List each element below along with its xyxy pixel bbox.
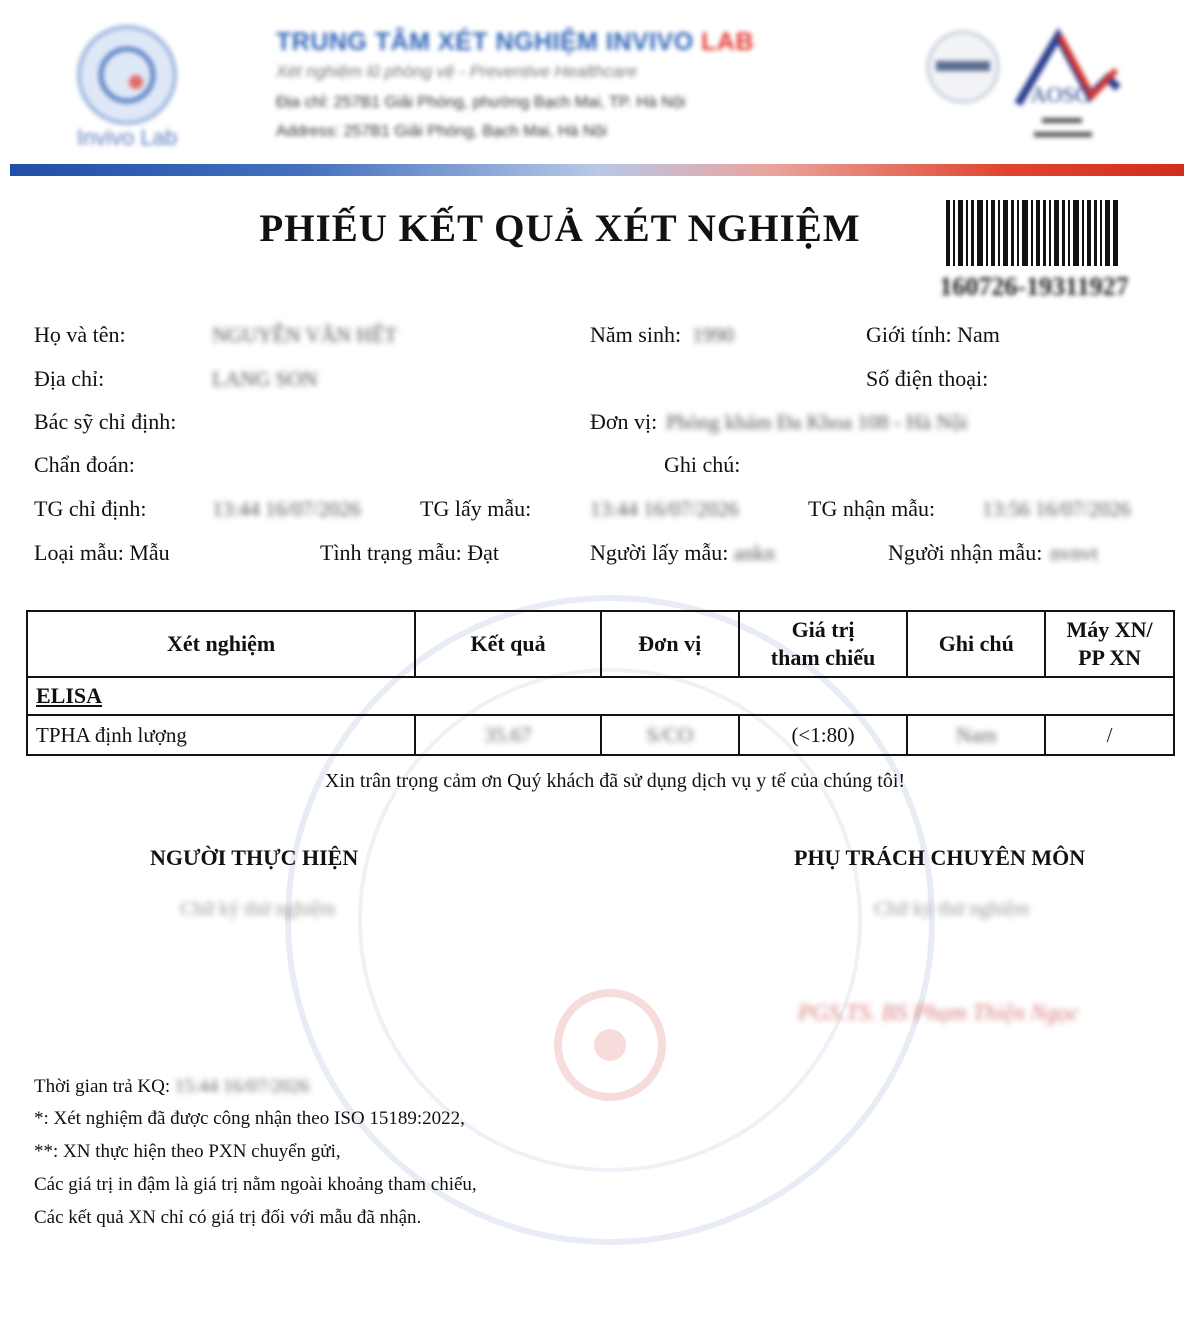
barcode-number: 160726-19311927 [939,272,1129,301]
footer-note-4: Các kết quả XN chỉ có giá trị đối với mẫu đã nhận. [34,1207,422,1228]
receiver-label: Người nhận mẫu: [888,540,1043,565]
diagnosis-label: Chẩn đoán: [34,452,135,477]
performer-title: NGƯỜI THỰC HIỆN [150,845,359,870]
name-label: Họ và tên: [34,322,126,347]
gender [866,322,1000,348]
receive-time-value: 13:56 16/07/2026 [982,497,1131,521]
sample-status-value: Đạt [467,540,500,565]
header-color-bar [10,164,1184,176]
logo-text: Invivo Lab [76,125,178,150]
supervisor-title: PHỤ TRÁCH CHUYÊN MÔN [794,845,1086,870]
order-time-value: 13:44 16/07/2026 [212,497,361,521]
gender-value: Nam [957,322,1000,347]
table-row [27,715,1174,755]
test-result-value: 35.67 [484,722,532,747]
sample-time-label: TG lấy mẫu: [420,496,532,521]
unit-label: Đơn vị: [590,409,658,434]
phone-label: Số điện thoại: [866,366,989,391]
header-reference-line2: tham chiếu [770,645,876,670]
sample-status [320,540,499,566]
name-value: NGUYỄN VĂN HẾT [212,323,398,347]
tagline: Xét nghiệm lũ phòng vệ - Preventive Healthcare [276,62,637,81]
header-result: Kết quả [415,611,601,677]
header-reference [739,611,908,677]
results-table [26,610,1175,756]
test-name: TPHA định lượng [27,715,415,755]
barcode [946,200,1118,266]
test-machine: / [1045,715,1174,755]
supervisor-name: Chữ ký thử nghiệm [874,898,1030,920]
return-time [34,1076,310,1098]
group-row [27,677,1174,715]
invivo-lab-logo [62,20,192,160]
test-reference: (<1:80) [739,715,908,755]
address-value: LANG SON [212,367,318,391]
sample-time-value: 13:44 16/07/2026 [590,497,739,521]
footer-note-2: **: XN thực hiện theo PXN chuyển gửi, [34,1141,341,1162]
aosc-text: AOSC [1030,82,1090,107]
header-unit: Đơn vị [601,611,739,677]
header-test: Xét nghiệm [27,611,415,677]
footer-note-1: *: Xét nghiệm đã được công nhận theo ISO 15189:2022, [34,1108,465,1129]
birth-label: Năm sinh: [590,322,682,347]
header-machine-line1: Máy XN/ [1066,617,1153,642]
footer-note-3: Các giá trị in đậm là giá trị nằm ngoài khoảng tham chiếu, [34,1174,477,1195]
center-name-accent: LAB [701,28,755,56]
test-unit [601,715,739,755]
group-label: ELISA [27,677,1174,715]
note-label: Ghi chú: [664,452,741,477]
header-machine-line2: PP XN [1078,645,1142,670]
sample-type-label: Loại mẫu: [34,540,124,565]
center-name [276,28,754,57]
return-time-label: Thời gian trả KQ: [34,1076,171,1097]
receive-time-label: TG nhận mẫu: [808,496,936,521]
address-label: Địa chỉ: [34,366,105,391]
aosc-logo [1008,26,1126,150]
address-vi: Địa chỉ: 257B1 Giải Phóng, phường Bạch Mai, TP. Hà Nội [276,94,686,111]
gender-label: Giới tính: [866,322,952,347]
header-machine [1045,611,1174,677]
table-header-row [27,611,1174,677]
address-en: Address: 257B1 Giải Phóng, Bạch Mai, Hà Nội [276,123,607,140]
doctor-label: Bác sỹ chỉ định: [34,409,177,434]
test-note-value: Nam [955,722,997,747]
return-time-value: 15:44 16/07/2026 [174,1076,310,1097]
unit-value: Phòng khám Đa Khoa 108 - Hà Nội [666,410,968,434]
order-time-label: TG chỉ định: [34,496,147,521]
supervisor-signer: PGS.TS. BS Phạm Thiện Ngọc [798,1000,1080,1025]
document-title: PHIẾU KẾT QUẢ XÉT NGHIỆM [259,207,861,250]
collector-value: ankn [734,541,775,565]
receiver-value: nvnvt [1050,541,1098,565]
test-note [907,715,1045,755]
performer-name: Chữ ký thử nghiệm [180,898,336,920]
header-note: Ghi chú [907,611,1045,677]
test-result [415,715,601,755]
collector-label: Người lấy mẫu: [590,540,729,565]
sample-type-value: Mẫu [129,540,170,565]
sample-status-label: Tình trạng mẫu: [320,540,462,565]
birth-value: 1990 [692,323,734,347]
center-name-main: TRUNG TÂM XÉT NGHIỆM INVIVO [276,28,702,56]
test-unit-value: S/CO [646,722,694,747]
accreditation-seal-icon [924,28,1002,106]
sample-type [34,540,170,566]
thanks-message: Xin trân trọng cảm ơn Quý khách đã sử dụng dịch vụ y tế của chúng tôi! [324,770,906,792]
header-reference-line1: Giá trị [791,617,855,642]
